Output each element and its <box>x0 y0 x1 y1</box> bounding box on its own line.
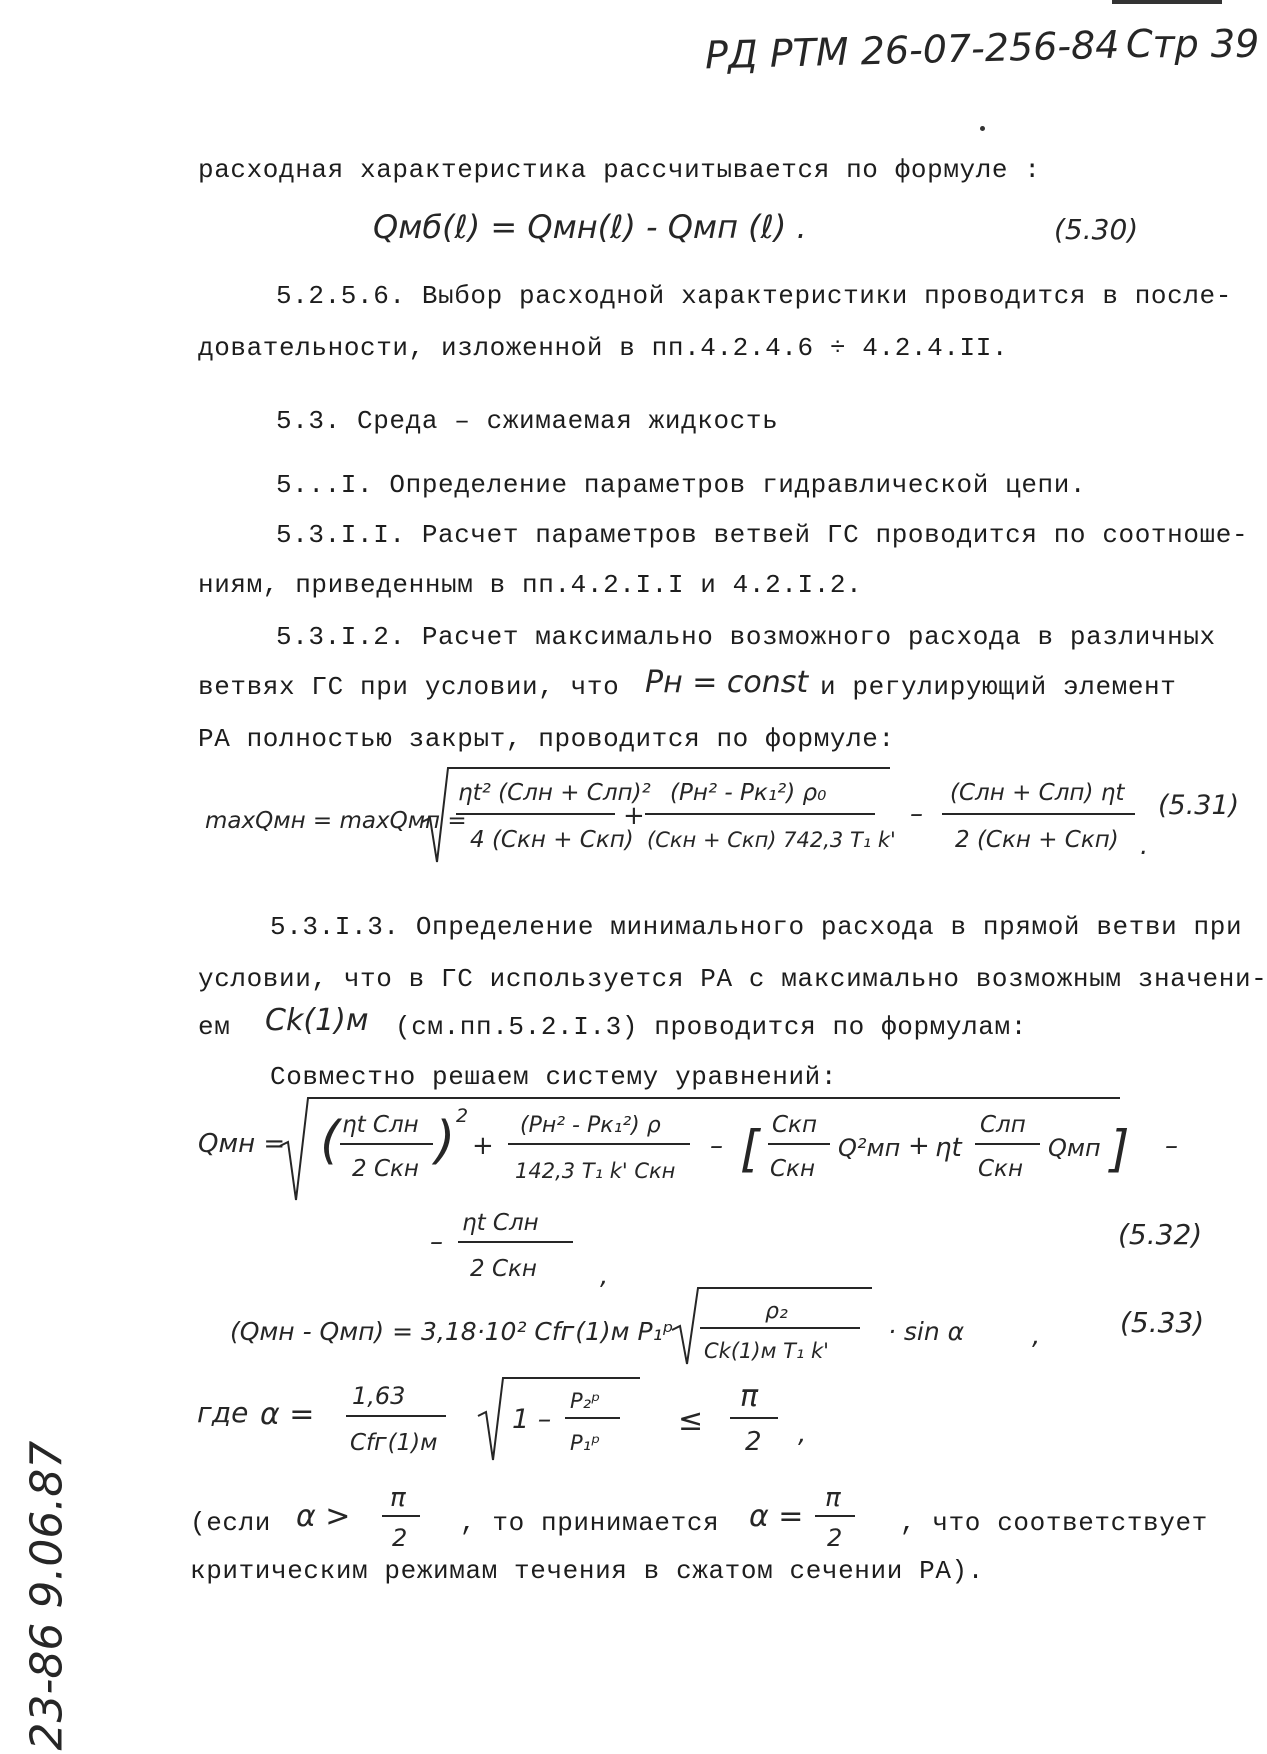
comma: , <box>798 1419 807 1449</box>
alpha-symbol: α > <box>296 1499 351 1534</box>
equation-number: (5.32) <box>1118 1218 1203 1251</box>
formula-text: (Qмн - Qмп) = 3,18·10² Cfᴦ(1)м P₁ᵖ <box>230 1317 674 1346</box>
paragraph-line: критическим режимам течения в сжатом сечении РА). <box>190 1556 984 1586</box>
formula-text: 2 <box>827 1524 843 1552</box>
bracket: ( <box>320 1111 341 1171</box>
formula-text: Qмн = <box>198 1129 286 1159</box>
minus-sign: – <box>710 1131 723 1161</box>
formula-text: Cкн <box>978 1156 1023 1182</box>
formula-text: π <box>390 1483 406 1513</box>
where-label: где <box>197 1396 249 1429</box>
formula-text: Cfᴦ(1)м <box>350 1430 438 1456</box>
formula-text: ηt² (Cлн + Cлп)² <box>458 780 651 806</box>
formula-text: 2 <box>745 1427 762 1457</box>
formula-text: π <box>825 1483 841 1513</box>
formula-5-32 <box>190 1092 1240 1204</box>
formula-text: (Cкн + Cкп) 742,3 T₁ k' <box>647 828 896 852</box>
minus-sign: – <box>910 799 923 829</box>
alpha-symbol: α = <box>260 1397 315 1432</box>
formula-text: (Pн² - Pк₁²) ρ₀ <box>670 780 827 806</box>
formula-text: 2 (Cкн + Cкп) <box>955 827 1119 853</box>
inline-formula: Ck(1)м <box>265 1003 369 1038</box>
formula-text: Q²мп <box>838 1134 901 1162</box>
paragraph-line: расходная характеристика рассчитывается по формуле : <box>198 155 1041 185</box>
inline-formula: Pн = const <box>645 665 809 700</box>
eta-symbol: ηt <box>935 1133 962 1163</box>
formula-text: ηt Cлн <box>462 1210 539 1236</box>
formula-5-31 <box>190 762 1240 872</box>
paragraph-line: ветвях ГС при условии, что <box>198 672 620 702</box>
period: . <box>1140 831 1149 861</box>
formula-text: P₁ᵖ <box>570 1431 601 1455</box>
formula-text: (Cлн + Cлп) ηt <box>950 780 1125 806</box>
paragraph-line: 5.2.5.6. Выбор расходной характеристики проводится в после- <box>276 281 1232 311</box>
formula-text: Ck(1)м T₁ k' <box>704 1339 829 1363</box>
alpha-symbol: α = <box>749 1499 804 1534</box>
minus-sign: – <box>1165 1131 1178 1161</box>
paragraph-line: 5.3.I.I. Расчет параметров ветвей ГС проводится по соотноше- <box>276 520 1249 550</box>
paragraph-line: 5.3.I.3. Определение минимального расхода в прямой ветви при <box>270 912 1243 942</box>
paragraph-line: РА полностью закрыт, проводится по формуле: <box>198 724 895 754</box>
alpha-condition <box>290 1478 450 1558</box>
formula-text: Qмп <box>1048 1134 1101 1162</box>
formula-text: 1 – <box>512 1404 552 1435</box>
exponent: 2 <box>456 1105 469 1127</box>
alpha-assignment <box>745 1478 895 1558</box>
less-or-equal: ≤ <box>678 1403 704 1438</box>
plus-sign: + <box>623 801 645 831</box>
formula-5-33 <box>220 1282 1240 1372</box>
formula-text: 2 <box>392 1524 408 1552</box>
formula-text: Cкн <box>770 1156 815 1182</box>
plus-sign: + <box>472 1131 494 1161</box>
paragraph-line: , что соответствует <box>900 1508 1208 1538</box>
paragraph-line: (см.пп.5.2.I.3) проводится по формулам: <box>395 1012 1027 1042</box>
formula-text: 142,3 T₁ k' Cкн <box>515 1159 676 1183</box>
formula-text: Cкп <box>772 1112 817 1138</box>
header-rule <box>1112 0 1222 4</box>
page-number: Стр 39 <box>1126 22 1260 66</box>
bracket: ] <box>1110 1120 1130 1178</box>
bracket: ) <box>435 1111 456 1171</box>
formula-text: 1,63 <box>352 1382 406 1410</box>
formula-text: maxQмн = maxQмп = <box>205 808 467 834</box>
formula-text: π <box>740 1379 759 1414</box>
document-code: РД РТМ 26-07-256-84 <box>704 22 1120 78</box>
formula-5-32-continued <box>420 1200 1240 1290</box>
formula-5-30: Qмб(ℓ) = Qмн(ℓ) - Qмп (ℓ) . <box>373 208 807 246</box>
bracket: [ <box>740 1120 760 1178</box>
minus-sign: – <box>430 1227 443 1257</box>
formula-text: P₂ᵖ <box>570 1389 601 1413</box>
formula-text: 2 Cкн <box>470 1256 537 1282</box>
alpha-definition <box>250 1370 850 1470</box>
paragraph-line: условии, что в ГС используется РА с максимально возможным значени- <box>198 964 1267 994</box>
formula-text: ρ₂ <box>765 1299 788 1324</box>
formula-text: (Pн² - Pк₁²) ρ <box>520 1113 661 1138</box>
formula-text: ηt Cлн <box>342 1112 419 1138</box>
formula-text: 2 Cкн <box>352 1156 419 1182</box>
margin-handwritten-note: 23-86 9.06.87 <box>21 1440 73 1751</box>
formula-text: Cлп <box>980 1112 1026 1138</box>
plus-sign: + <box>908 1131 930 1161</box>
formula-text: · sin α <box>888 1317 965 1346</box>
paragraph-line: и регулирующий элемент <box>820 672 1177 702</box>
paragraph-line: довательности, изложенной в пп.4.2.4.6 ÷ 4.2.4.II. <box>198 333 1009 363</box>
equation-number: (5.30) <box>1054 213 1139 246</box>
paragraph-line: ниям, приведенным в пп.4.2.I.I и 4.2.I.2. <box>198 570 863 600</box>
equation-number: (5.33) <box>1120 1306 1205 1339</box>
comma: , <box>1032 1321 1041 1351</box>
comma: , <box>600 1261 609 1291</box>
section-heading: 5.3. Среда – сжимаемая жидкость <box>276 406 779 436</box>
paragraph-line: Совместно решаем систему уравнений: <box>270 1062 838 1092</box>
ink-dot <box>980 126 985 131</box>
subsection-heading: 5...I. Определение параметров гидравлической цепи. <box>276 470 1087 500</box>
paragraph-line: , то принимается <box>460 1508 720 1538</box>
paragraph-line: (если <box>190 1508 272 1538</box>
paragraph-line: ем <box>198 1012 231 1042</box>
paragraph-line: 5.3.I.2. Расчет максимально возможного расхода в различных <box>276 622 1216 652</box>
equation-number: (5.31) <box>1158 790 1240 821</box>
formula-text: 4 (Cкн + Cкп) <box>470 827 634 853</box>
